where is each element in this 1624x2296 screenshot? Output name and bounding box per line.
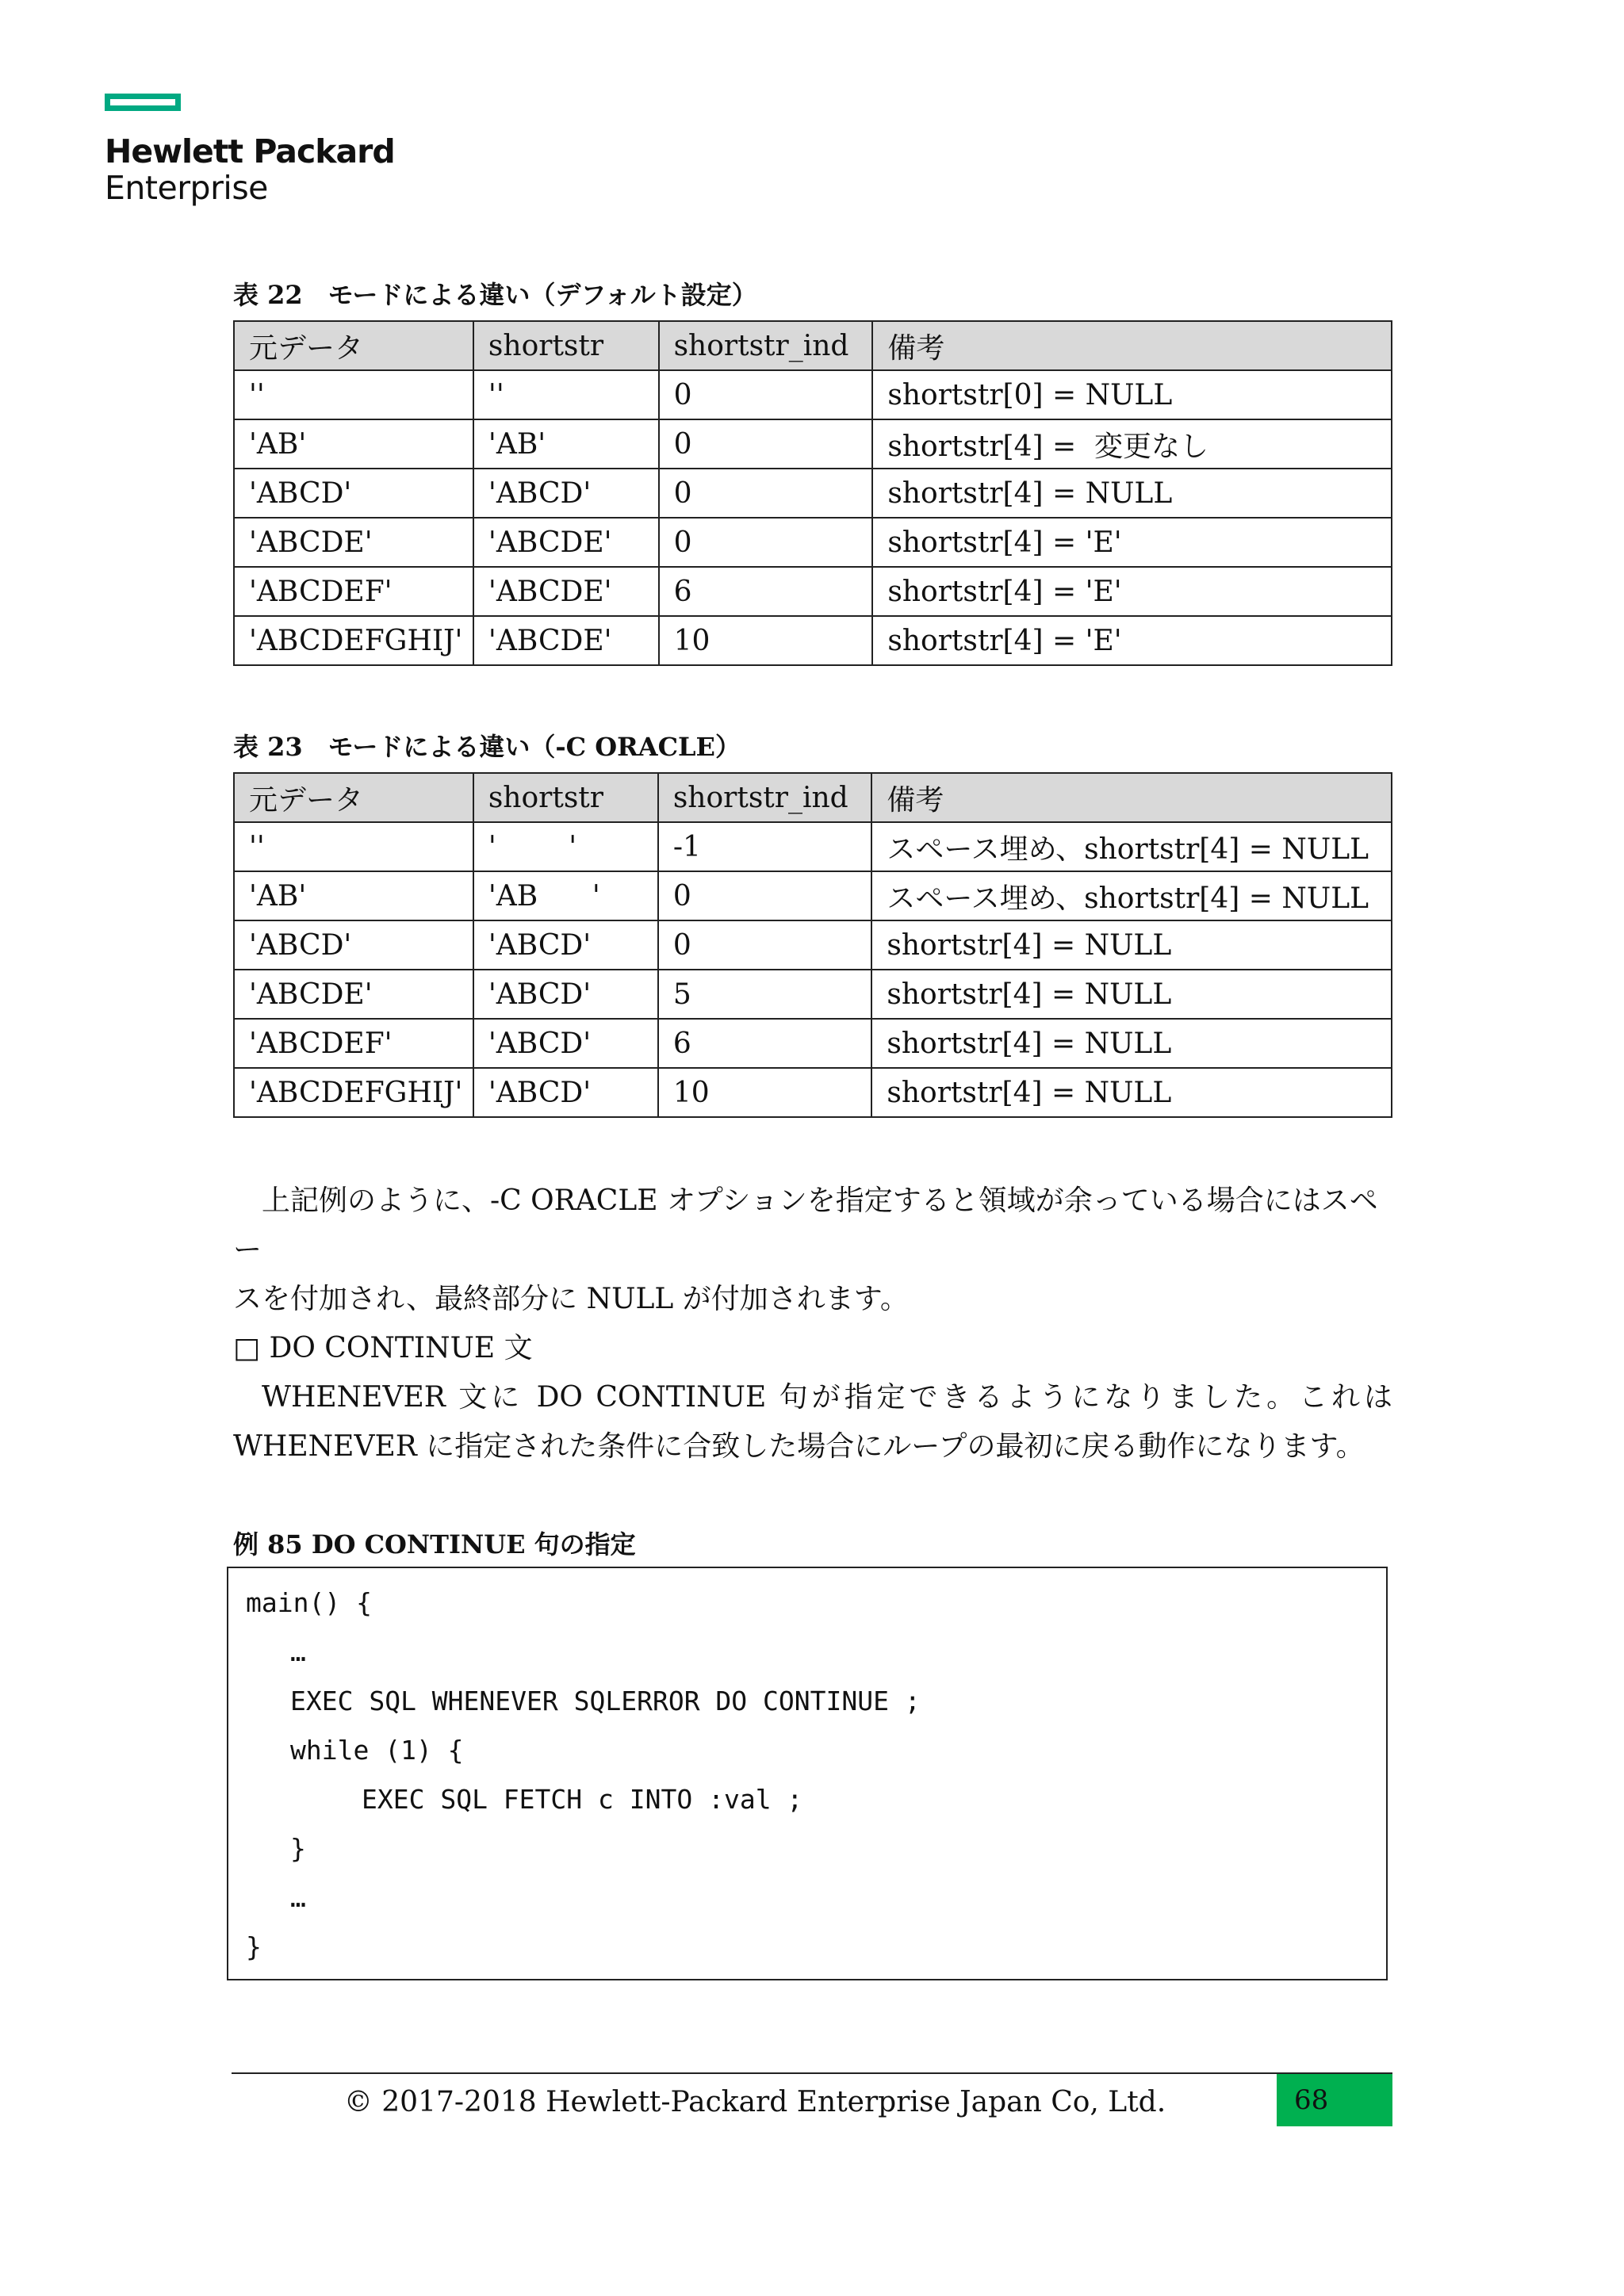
paragraph-line: 上記例のように、-C ORACLE オプションを指定すると領域が余っている場合にはスペー <box>233 1184 1378 1266</box>
table-cell: shortstr[4] = NULL <box>872 469 1392 518</box>
table-row <box>234 1019 1392 1068</box>
table-cell: shortstr[4] = 'E' <box>872 567 1392 616</box>
code-line: main() { <box>246 1587 372 1618</box>
table-header-row <box>234 321 1392 370</box>
table-cell: ' ' <box>473 822 658 871</box>
table-cell: 'ABCD' <box>473 970 658 1019</box>
table-cell: 0 <box>659 370 873 419</box>
table-cell: 'ABCDEF' <box>234 1019 473 1068</box>
table-row <box>234 822 1392 871</box>
table-row <box>234 616 1392 665</box>
table-cell: 0 <box>658 920 872 970</box>
example-caption: 例 85 DO CONTINUE 句の指定 <box>233 1529 636 1559</box>
paragraph-line: WHENEVER に指定された条件に合致した場合にループの最初に戻る動作になります。 <box>233 1430 1365 1463</box>
header-cell: shortstr_ind <box>659 321 873 370</box>
table-cell: スペース埋め、shortstr[4] = NULL <box>871 822 1392 871</box>
table-cell: 'ABCDE' <box>473 567 659 616</box>
table-cell: 'AB ' <box>473 871 658 920</box>
table23 <box>233 772 1392 1118</box>
table-cell: -1 <box>658 822 872 871</box>
paragraph-line: スを付加され、最終部分に NULL が付加されます。 <box>233 1283 909 1315</box>
table-header-row <box>234 773 1392 822</box>
table-cell: 0 <box>659 419 873 469</box>
header-cell: shortstr <box>473 773 658 822</box>
table-cell: shortstr[4] = NULL <box>871 920 1392 970</box>
table-cell: '' <box>473 370 659 419</box>
table22 <box>233 320 1392 666</box>
table-cell: 'ABCDE' <box>234 970 473 1019</box>
header-cell: 備考 <box>872 321 1392 370</box>
table-row <box>234 518 1392 567</box>
table-cell: 5 <box>658 970 872 1019</box>
table-cell: 'AB' <box>234 419 473 469</box>
table-cell: 'ABCD' <box>473 469 659 518</box>
logo-text-line1: Hewlett Packard <box>105 132 395 170</box>
table-cell: 6 <box>659 567 873 616</box>
header-cell: 元データ <box>234 321 473 370</box>
table-cell: 'AB' <box>473 419 659 469</box>
table-row <box>234 419 1392 469</box>
table-cell: 0 <box>658 871 872 920</box>
logo-text-line2: Enterprise <box>105 169 268 207</box>
table-cell: 'ABCDE' <box>234 518 473 567</box>
table-row <box>234 970 1392 1019</box>
table23-caption: 表 23 モードによる違い（-C ORACLE） <box>233 732 741 762</box>
footer-copyright: © 2017-2018 Hewlett-Packard Enterprise Japan Co, Ltd. <box>343 2086 1166 2118</box>
table-cell: 10 <box>659 616 873 665</box>
table-row <box>234 469 1392 518</box>
table-cell: shortstr[4] = 変更なし <box>872 419 1392 469</box>
header-cell: shortstr_ind <box>658 773 872 822</box>
table-row <box>234 370 1392 419</box>
header-cell: 元データ <box>234 773 473 822</box>
table-cell: 'ABCDEFGHIJ' <box>234 1068 473 1117</box>
header-cell: 備考 <box>871 773 1392 822</box>
code-line: } <box>290 1833 306 1864</box>
code-line: EXEC SQL WHENEVER SQLERROR DO CONTINUE ; <box>290 1686 921 1716</box>
section-heading: □ DO CONTINUE 文 <box>233 1332 533 1364</box>
code-block <box>227 1567 1388 1980</box>
table-cell: 6 <box>658 1019 872 1068</box>
table-cell: shortstr[4] = NULL <box>871 1068 1392 1117</box>
table-cell: shortstr[0] = NULL <box>872 370 1392 419</box>
table-cell: 0 <box>659 518 873 567</box>
table-cell: 'ABCDE' <box>473 616 659 665</box>
header-cell: shortstr <box>473 321 659 370</box>
table-row <box>234 567 1392 616</box>
code-line: … <box>290 1882 306 1913</box>
table-cell: 'ABCDE' <box>473 518 659 567</box>
table-cell: 'ABCD' <box>473 1068 658 1117</box>
table-cell: 'ABCD' <box>473 1019 658 1068</box>
company-logo <box>105 94 395 206</box>
paragraph-line: WHENEVER 文に DO CONTINUE 句が指定できるようになりました。これは <box>262 1381 1392 1414</box>
table-cell: 'AB' <box>234 871 473 920</box>
code-line: } <box>246 1931 262 1962</box>
table-cell: スペース埋め、shortstr[4] = NULL <box>871 871 1392 920</box>
code-line: EXEC SQL FETCH c INTO :val ; <box>362 1784 803 1815</box>
table-cell: 'ABCDEF' <box>234 567 473 616</box>
table-cell: 'ABCDEFGHIJ' <box>234 616 473 665</box>
table-cell: 0 <box>659 469 873 518</box>
paragraph-oracle-option <box>233 1177 1392 1324</box>
footer-divider <box>232 2072 1392 2074</box>
section-do-continue <box>233 1324 1392 1471</box>
table-row <box>234 920 1392 970</box>
table-cell: 'ABCD' <box>234 920 473 970</box>
table-row <box>234 1068 1392 1117</box>
table-cell: '' <box>234 822 473 871</box>
table-cell: 'ABCD' <box>473 920 658 970</box>
code-line: … <box>290 1636 306 1667</box>
code-line: while (1) { <box>290 1735 464 1766</box>
table-cell: shortstr[4] = 'E' <box>872 616 1392 665</box>
table-cell: 10 <box>658 1068 872 1117</box>
page-number: 68 <box>1277 2074 1392 2126</box>
table-row <box>234 871 1392 920</box>
table-cell: shortstr[4] = NULL <box>871 1019 1392 1068</box>
table-cell: 'ABCD' <box>234 469 473 518</box>
logo-mark <box>105 94 181 111</box>
table-cell: '' <box>234 370 473 419</box>
table-cell: shortstr[4] = 'E' <box>872 518 1392 567</box>
table22-caption: 表 22 モードによる違い（デフォルト設定） <box>233 280 757 310</box>
table-cell: shortstr[4] = NULL <box>871 970 1392 1019</box>
